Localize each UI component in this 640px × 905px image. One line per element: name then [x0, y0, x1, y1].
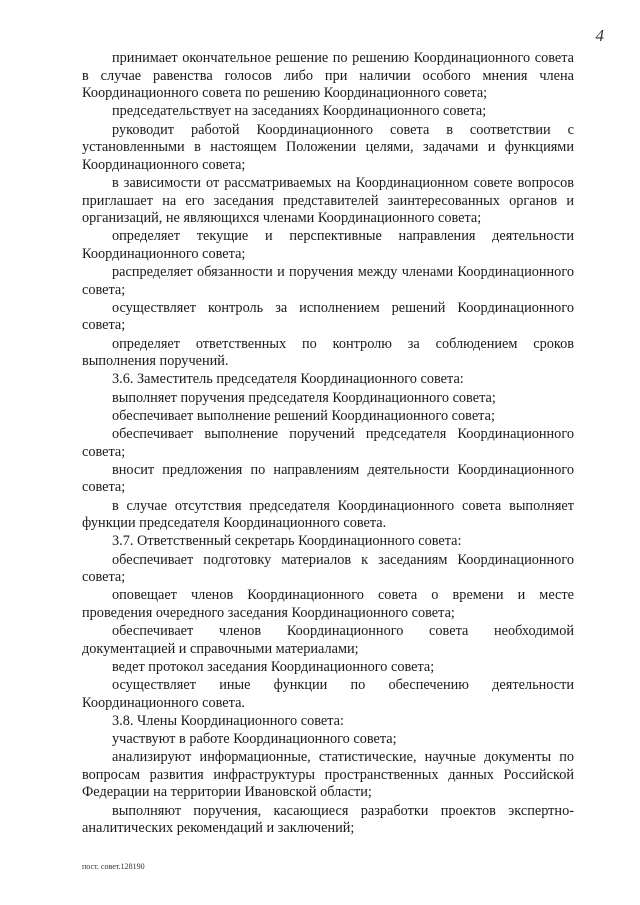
paragraph: осуществляет контроль за исполнением решений Координационного совета;: [82, 299, 574, 334]
paragraph: распределяет обязанности и поручения между членами Координационного совета;: [82, 264, 574, 298]
paragraph: руководит работой Координационного совета в соответствии с установленными в настоящем Положении целями, задачами и функциями Координационного совета;: [82, 121, 574, 173]
paragraph: ведет протокол заседания Координационного совета;: [112, 658, 435, 675]
paragraph: выполняют поручения, касающиеся разработки проектов экспертно-аналитических рекомендаций и заключений;: [82, 802, 574, 837]
paragraph: обеспечивает подготовку материалов к заседаниям Координационного совета;: [82, 551, 574, 586]
paragraph: обеспечивает выполнение поручений председателя Координационного совета;: [82, 426, 574, 460]
paragraph: анализируют информационные, статистические, научные документы по вопросам развития инфраструктуры пространственных данных Российской Федерации на территории Ивановской области;: [82, 749, 574, 801]
page-number: 4: [595, 26, 604, 45]
paragraph: в зависимости от рассматриваемых на Координационном совете вопросов приглашает на его заседания представителей заинтересованных органов и организаций, не являющихся членами Координационного совета;: [82, 174, 574, 227]
paragraph: председательствует на заседаниях Координационного совета;: [112, 103, 487, 120]
footer-reference: пост. совет.128190: [82, 862, 145, 871]
paragraph: обеспечивает выполнение решений Координационного совета;: [112, 407, 495, 424]
paragraph: участвуют в работе Координационного совета;: [112, 731, 397, 748]
paragraph: выполняет поручения председателя Координационного совета;: [112, 389, 496, 406]
section-heading: 3.6. Заместитель председателя Координационного совета:: [112, 371, 464, 388]
paragraph: определяет ответственных по контролю за соблюдением сроков выполнения поручений.: [82, 335, 574, 370]
paragraph: в случае отсутствия председателя Координационного совета выполняет функции председателя Координационного совета.: [82, 497, 574, 532]
paragraph: вносит предложения по направлениям деятельности Координационного совета;: [82, 461, 574, 496]
document-body: [82, 50, 574, 838]
paragraph: обеспечивает членов Координационного совета необходимой документацией и справочными материалами;: [82, 623, 574, 657]
paragraph: принимает окончательное решение по решению Координационного совета в случае равенства голосов либо при наличии особого мнения члена Координационного совета по решению Координационного совета;: [82, 50, 574, 102]
section-heading: 3.7. Ответственный секретарь Координационного совета:: [112, 533, 462, 550]
paragraph: определяет текущие и перспективные направления деятельности Координационного совета;: [82, 228, 574, 262]
paragraph: оповещает членов Координационного совета о времени и месте проведения очередного заседания Координационного совета;: [82, 587, 574, 621]
section-heading: 3.8. Члены Координационного совета:: [112, 712, 345, 729]
paragraph: осуществляет иные функции по обеспечению деятельности Координационного совета.: [82, 677, 574, 711]
